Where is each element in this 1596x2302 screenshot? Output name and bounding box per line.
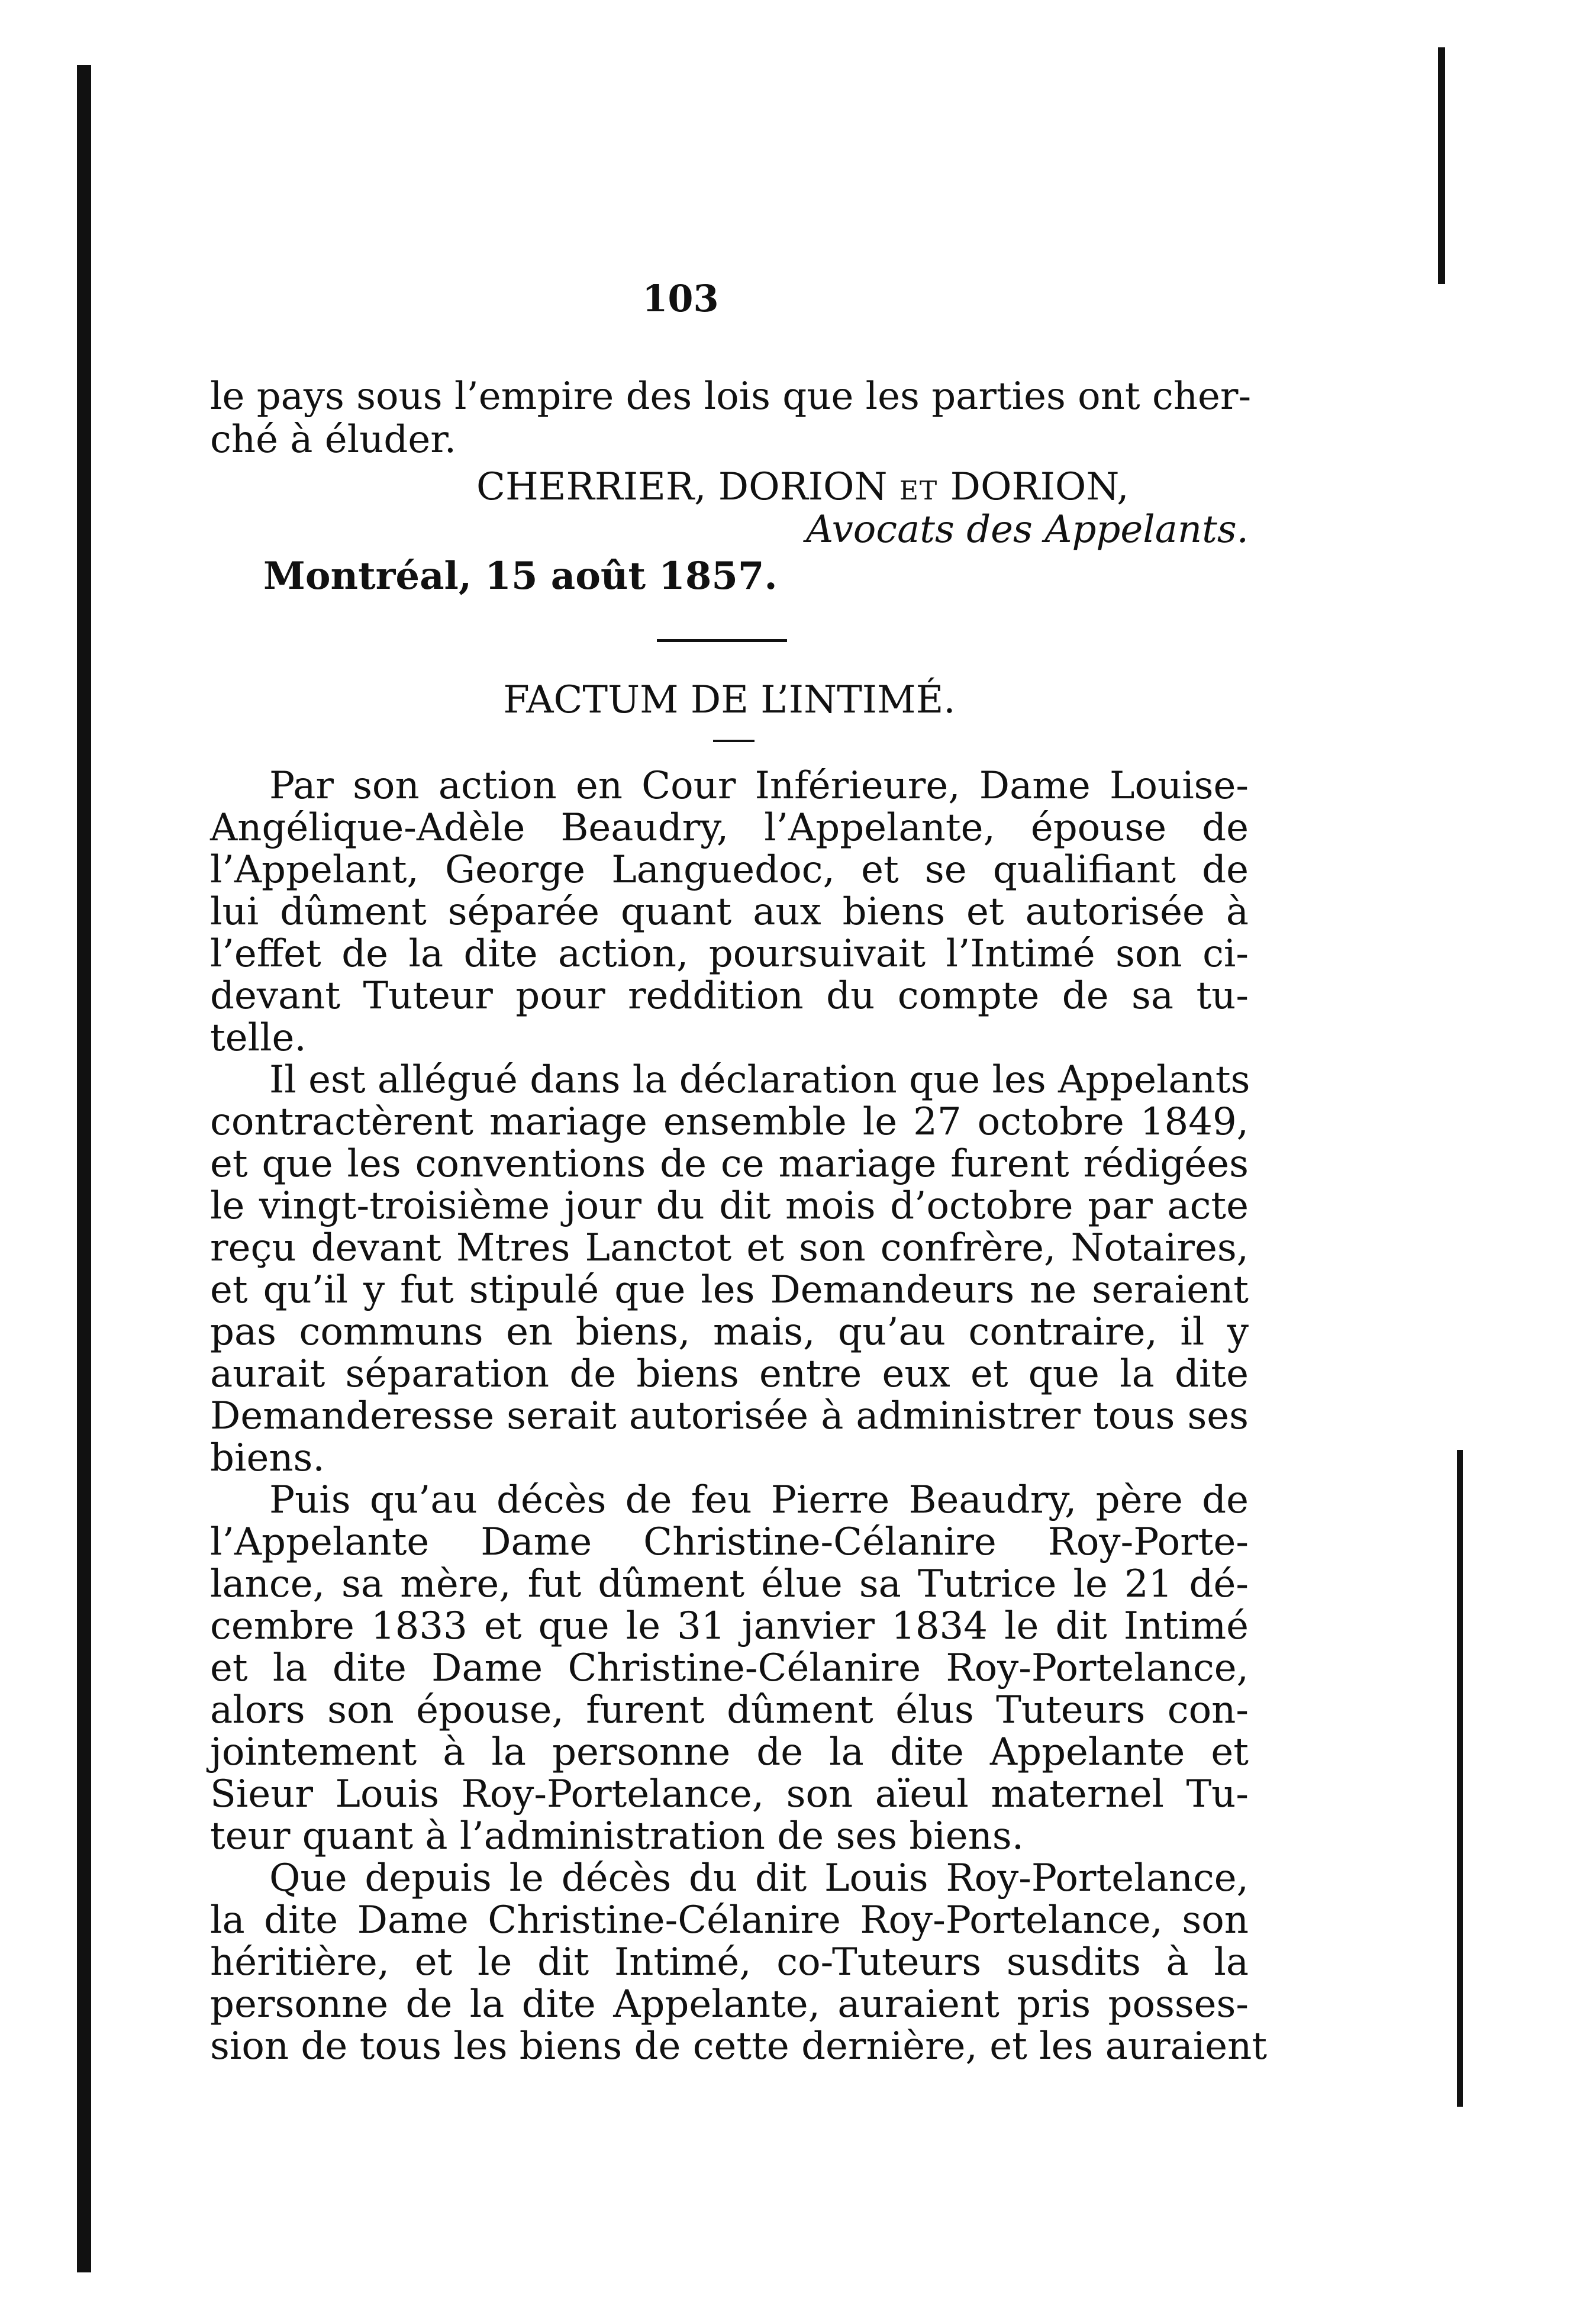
paragraph-4-line-3: héritière, et le dit Intimé, co-Tuteurs susdits à la — [210, 1940, 1249, 1984]
paragraph-3-line-9: teur quant à l’administration de ses biens. — [210, 1814, 1024, 1858]
signature-names-after: DORION, — [950, 465, 1129, 509]
signature-role: Avocats des Appelants. — [805, 508, 1249, 552]
paragraph-3-line-8: Sieur Louis Roy-Portelance, son aïeul maternel Tu- — [210, 1772, 1249, 1816]
paragraph-4-line-5: sion de tous les biens de cette dernière, et les auraient — [210, 2024, 1268, 2068]
factum-title: FACTUM DE L’INTIMÉ. — [503, 678, 956, 722]
paragraph-3-line-4: cembre 1833 et que le 31 janvier 1834 le dit Intimé — [210, 1604, 1249, 1648]
page-number: 103 — [642, 277, 719, 320]
paragraph-4-line-2: la dite Dame Christine-Célanire Roy-Portelance, son — [210, 1898, 1249, 1942]
paragraph-2-line-2: contractèrent mariage ensemble le 27 octobre 1849, — [210, 1100, 1249, 1144]
paragraph-1-line-5: l’effet de la dite action, poursuivait l’Intimé son ci- — [210, 932, 1249, 976]
paragraph-2-line-10: biens. — [210, 1436, 325, 1480]
signature-names-before: CHERRIER, DORION — [476, 465, 888, 509]
paragraph-3-line-7: jointement à la personne de la dite Appelante et — [210, 1730, 1249, 1774]
paragraph-4-line-4: personne de la dite Appelante, auraient pris posses- — [210, 1982, 1249, 2026]
paragraph-2-line-7: pas communs en biens, mais, qu’au contraire, il y — [210, 1310, 1249, 1354]
signature-names — [476, 466, 1246, 512]
paragraph-1-line-2: Angélique-Adèle Beaudry, l’Appelante, épouse de — [210, 806, 1249, 850]
paragraph-2-line-5: reçu devant Mtres Lanctot et son confrère, Notaires, — [210, 1226, 1249, 1270]
scan-right-edge-mark — [1438, 47, 1445, 284]
paragraph-1-line-4: lui dûment séparée quant aux biens et autorisée à — [210, 890, 1249, 934]
paragraph-2-line-3: et que les conventions de ce mariage furent rédigées — [210, 1142, 1249, 1186]
paragraph-2-line-1: Il est allégué dans la déclaration que les Appelants — [269, 1058, 1250, 1102]
paragraph-2-line-9: Demanderesse serait autorisée à administrer tous ses — [210, 1394, 1249, 1438]
opening-line-2: ché à éluder. — [210, 418, 457, 462]
paragraph-2-line-6: et qu’il y fut stipulé que les Demandeurs ne seraient — [210, 1268, 1249, 1312]
scan-right-edge-mark-lower — [1457, 1450, 1463, 2107]
title-short-rule — [713, 740, 755, 742]
paragraph-2-line-8: aurait séparation de biens entre eux et que la dite — [210, 1352, 1249, 1396]
signature-and: ET — [899, 476, 939, 506]
paragraph-1-line-6: devant Tuteur pour reddition du compte de sa tu- — [210, 974, 1249, 1018]
paragraph-3-line-1: Puis qu’au décès de feu Pierre Beaudry, père de — [269, 1478, 1249, 1522]
paragraph-4-line-1: Que depuis le décès du dit Louis Roy-Portelance, — [269, 1856, 1249, 1900]
paragraph-1-line-3: l’Appelant, George Languedoc, et se qualifiant de — [210, 848, 1249, 892]
paragraph-1-line-1: Par son action en Cour Inférieure, Dame Louise- — [269, 764, 1249, 808]
paragraph-3-line-2: l’Appelante Dame Christine-Célanire Roy-Porte- — [210, 1520, 1249, 1564]
paragraph-3-line-6: alors son épouse, furent dûment élus Tuteurs con- — [210, 1688, 1249, 1732]
paragraph-3-line-5: et la dite Dame Christine-Célanire Roy-Portelance, — [210, 1646, 1249, 1690]
section-rule — [657, 639, 787, 642]
signature-place-date: Montréal, 15 août 1857. — [263, 554, 778, 598]
opening-line-1: le pays sous l’empire des lois que les parties ont cher- — [210, 375, 1252, 418]
paragraph-3-line-3: lance, sa mère, fut dûment élue sa Tutrice le 21 dé- — [210, 1562, 1249, 1606]
paragraph-1-line-7: telle. — [210, 1016, 307, 1060]
paragraph-2-line-4: le vingt-troisième jour du dit mois d’octobre par acte — [210, 1184, 1249, 1228]
scan-binding-edge — [77, 65, 91, 2272]
